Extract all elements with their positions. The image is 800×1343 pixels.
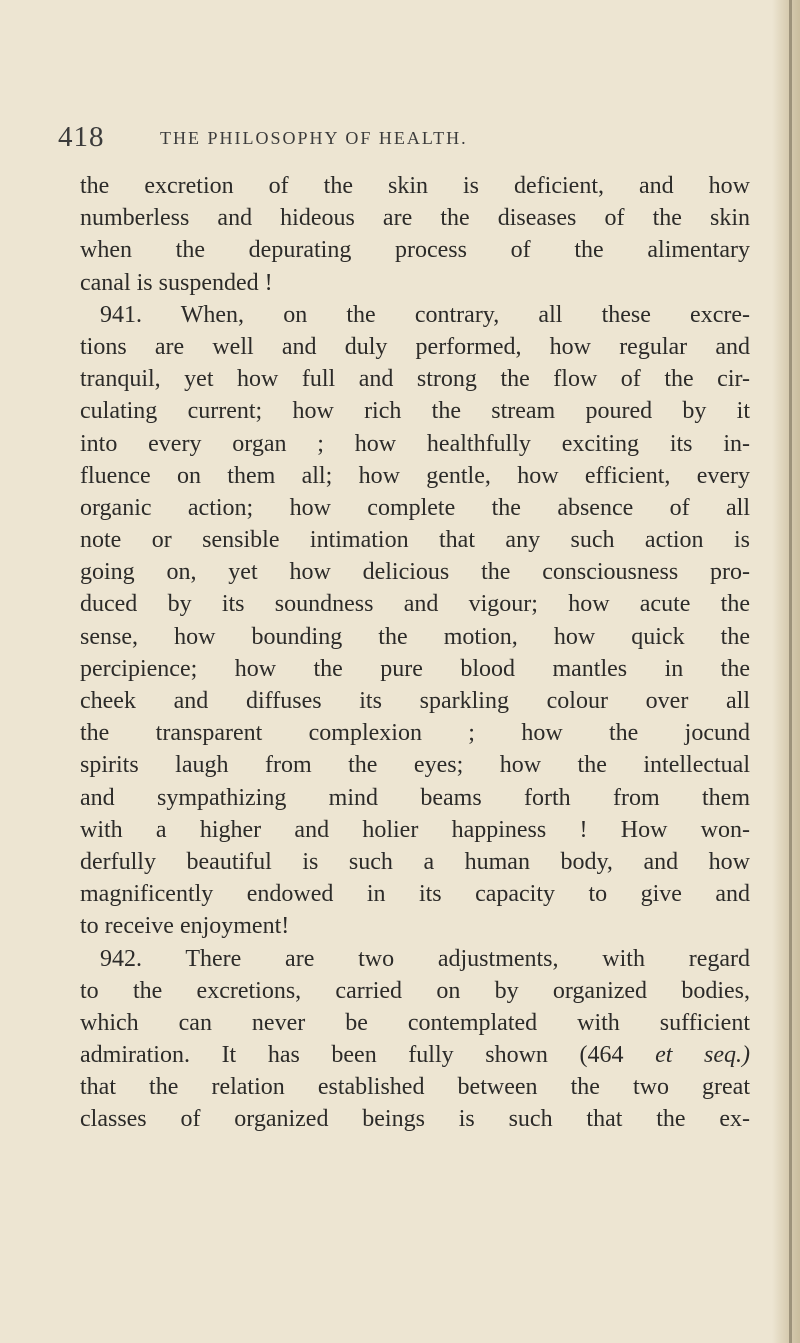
text-fragment: admiration. It has been fully shown (464: [80, 1042, 624, 1069]
text-line: magnificently endowed in its capacity to give and: [80, 881, 750, 908]
text-line: duced by its soundness and vigour; how acute the: [80, 591, 750, 618]
text-line: classes of organized beings is such that the ex-: [80, 1106, 750, 1133]
text-line: that the relation established between the two great: [80, 1074, 750, 1101]
text-line: to receive enjoyment!: [80, 913, 290, 940]
text-line: fluence on them all; how gentle, how efficient, every: [80, 462, 750, 489]
text-line: organic action; how complete the absence of all: [80, 494, 750, 521]
text-line: tranquil, yet how full and strong the flow of the cir-: [80, 366, 750, 393]
text-line: when the depurating process of the alimentary: [80, 237, 750, 264]
citation-et-seq: et seq.): [655, 1042, 751, 1069]
text-line: into every organ ; how healthfully exciting its in-: [80, 430, 750, 457]
page-header: [58, 120, 748, 154]
text-line: canal is suspended !: [80, 269, 273, 296]
running-head: THE PHILOSOPHY OF HEALTH.: [160, 128, 468, 148]
text-line: going on, yet how delicious the consciousness pro-: [80, 559, 750, 586]
text-line: derfully beautiful is such a human body, and how: [80, 848, 750, 875]
text-line: which can never be contemplated with sufficient: [80, 1009, 750, 1036]
text-line: note or sensible intimation that any such action is: [80, 527, 750, 554]
text-line: cheek and diffuses its sparkling colour over all: [80, 688, 750, 714]
text-line: culating current; how rich the stream poured by it: [80, 398, 750, 425]
text-line: numberless and hideous are the diseases of the skin: [80, 205, 750, 232]
body-text: [80, 170, 750, 1136]
page-edge-shadow: [772, 0, 800, 1343]
binding-edge: [789, 0, 792, 1343]
text-line: to the excretions, carried on by organized bodies,: [80, 977, 750, 1004]
paragraph-942-start: 942. There are two adjustments, with regard: [100, 945, 750, 972]
text-line: spirits laugh from the eyes; how the intellectual: [80, 752, 750, 779]
page-number: 418: [58, 121, 105, 153]
paragraph-941-start: 941. When, on the contrary, all these excre-: [100, 301, 750, 328]
text-line: with a higher and holier happiness ! How won-: [80, 816, 750, 843]
text-line: percipience; how the pure blood mantles in the: [80, 655, 750, 682]
text-line-with-citation: [80, 1039, 750, 1071]
text-line: the transparent complexion ; how the jocund: [80, 720, 750, 747]
text-line: tions are well and duly performed, how regular and: [80, 333, 750, 360]
text-line: the excretion of the skin is deficient, and how: [80, 173, 750, 199]
text-line: sense, how bounding the motion, how quick the: [80, 623, 750, 650]
text-line: and sympathizing mind beams forth from them: [80, 784, 750, 811]
